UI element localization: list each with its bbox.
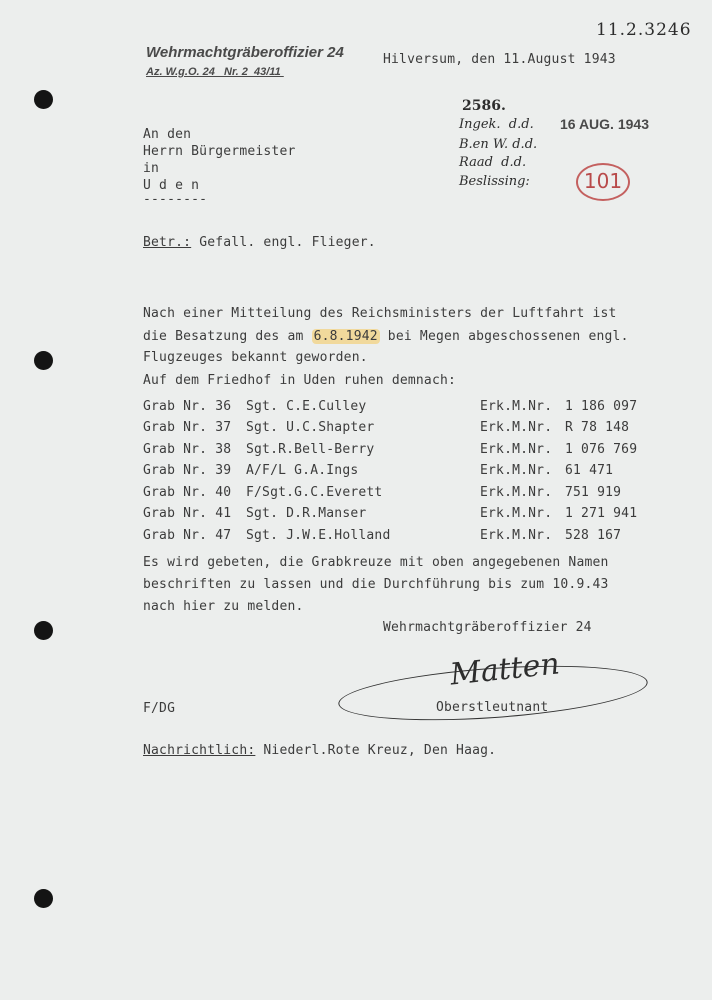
grave-row bbox=[143, 485, 663, 506]
grave-name: Sgt. U.C.Shapter bbox=[246, 420, 375, 435]
grave-erk-label: Erk.M.Nr. bbox=[480, 528, 553, 543]
recipient-underline: -------- bbox=[143, 192, 208, 207]
receipt-ingek-label: Ingek. d.d. bbox=[459, 117, 534, 132]
receipt-beslissing: Beslissing: bbox=[459, 174, 530, 189]
grave-row bbox=[143, 506, 663, 527]
recipient-line-2: Herrn Bürgermeister bbox=[143, 144, 296, 159]
subject-line bbox=[143, 235, 376, 250]
grave-row bbox=[143, 463, 663, 484]
signature: Matten bbox=[448, 646, 562, 693]
subject-label: Betr.: bbox=[143, 235, 192, 250]
grave-erk-number: 1 271 941 bbox=[565, 506, 638, 521]
grave-number: Grab Nr. 36 bbox=[143, 399, 232, 414]
punch-hole bbox=[34, 621, 53, 640]
grave-name: Sgt. D.R.Manser bbox=[246, 506, 367, 521]
punch-hole bbox=[34, 889, 53, 908]
body-line-2-post: bei Megen abgeschossenen engl. bbox=[379, 329, 629, 344]
grave-erk-label: Erk.M.Nr. bbox=[480, 485, 553, 500]
receipt-number: 2586. bbox=[462, 98, 506, 114]
grave-name: Sgt.R.Bell-Berry bbox=[246, 442, 375, 457]
recipient-line-1: An den bbox=[143, 127, 192, 142]
body-line-3: Flugzeuges bekannt geworden. bbox=[143, 350, 368, 365]
sender-stamp-title: Wehrmachtgräberoffizier 24 bbox=[146, 44, 344, 61]
cc-text: Niederl.Rote Kreuz, Den Haag. bbox=[255, 743, 497, 758]
grave-erk-number: R 78 148 bbox=[565, 420, 630, 435]
grave-erk-number: 1 186 097 bbox=[565, 399, 638, 414]
punch-hole bbox=[34, 90, 53, 109]
grave-row bbox=[143, 528, 663, 549]
grave-row bbox=[143, 420, 663, 441]
grave-row bbox=[143, 399, 663, 420]
typist-initials: F/DG bbox=[143, 701, 176, 716]
grave-number: Grab Nr. 47 bbox=[143, 528, 232, 543]
recipient-town: U d e n bbox=[143, 178, 200, 193]
grave-erk-label: Erk.M.Nr. bbox=[480, 463, 553, 478]
recipient-line-3: in bbox=[143, 161, 160, 176]
grave-erk-label: Erk.M.Nr. bbox=[480, 506, 553, 521]
circled-reference-number: 101 bbox=[576, 163, 630, 201]
receipt-raad: Raad d.d. bbox=[459, 155, 527, 170]
highlighted-date: 6.8.1942 bbox=[313, 329, 378, 344]
grave-row bbox=[143, 442, 663, 463]
place-date: Hilversum, den 11.August 1943 bbox=[383, 52, 616, 67]
sender-reference-line: Az. W.g.O. 24 Nr. 2 43/11 bbox=[146, 66, 284, 78]
cc-line bbox=[143, 743, 496, 758]
request-line-1: Es wird gebeten, die Grabkreuze mit oben angegebenen Namen bbox=[143, 555, 609, 570]
receipt-date: 16 AUG. 1943 bbox=[560, 116, 649, 132]
grave-name: Sgt. J.W.E.Holland bbox=[246, 528, 391, 543]
grave-number: Grab Nr. 37 bbox=[143, 420, 232, 435]
cc-label: Nachrichtlich: bbox=[143, 743, 256, 758]
grave-number: Grab Nr. 41 bbox=[143, 506, 232, 521]
grave-number: Grab Nr. 39 bbox=[143, 463, 232, 478]
grave-erk-number: 751 919 bbox=[565, 485, 622, 500]
body-line-4: Auf dem Friedhof in Uden ruhen demnach: bbox=[143, 373, 457, 388]
receipt-ben-w: B.en W. d.d. bbox=[459, 137, 538, 152]
signature-office: Wehrmachtgräberoffizier 24 bbox=[383, 620, 592, 635]
body-line-2 bbox=[143, 329, 629, 344]
grave-erk-number: 61 471 bbox=[565, 463, 614, 478]
body-line-2-pre: die Besatzung des am bbox=[143, 329, 312, 344]
signature-rank: Oberstleutnant bbox=[436, 700, 549, 715]
grave-number: Grab Nr. 38 bbox=[143, 442, 232, 457]
grave-name: F/Sgt.G.C.Everett bbox=[246, 485, 383, 500]
punch-hole bbox=[34, 351, 53, 370]
grave-erk-number: 1 076 769 bbox=[565, 442, 638, 457]
archive-number: 11.2.3246 bbox=[596, 20, 692, 40]
grave-name: Sgt. C.E.Culley bbox=[246, 399, 367, 414]
grave-name: A/F/L G.A.Ings bbox=[246, 463, 359, 478]
grave-erk-label: Erk.M.Nr. bbox=[480, 442, 553, 457]
subject-text: Gefall. engl. Flieger. bbox=[191, 235, 376, 250]
body-line-1: Nach einer Mitteilung des Reichsministers der Luftfahrt ist bbox=[143, 306, 617, 321]
request-line-2: beschriften zu lassen und die Durchführung bis zum 10.9.43 bbox=[143, 577, 609, 592]
grave-erk-label: Erk.M.Nr. bbox=[480, 420, 553, 435]
grave-number: Grab Nr. 40 bbox=[143, 485, 232, 500]
grave-erk-number: 528 167 bbox=[565, 528, 622, 543]
grave-erk-label: Erk.M.Nr. bbox=[480, 399, 553, 414]
request-line-3: nach hier zu melden. bbox=[143, 599, 304, 614]
